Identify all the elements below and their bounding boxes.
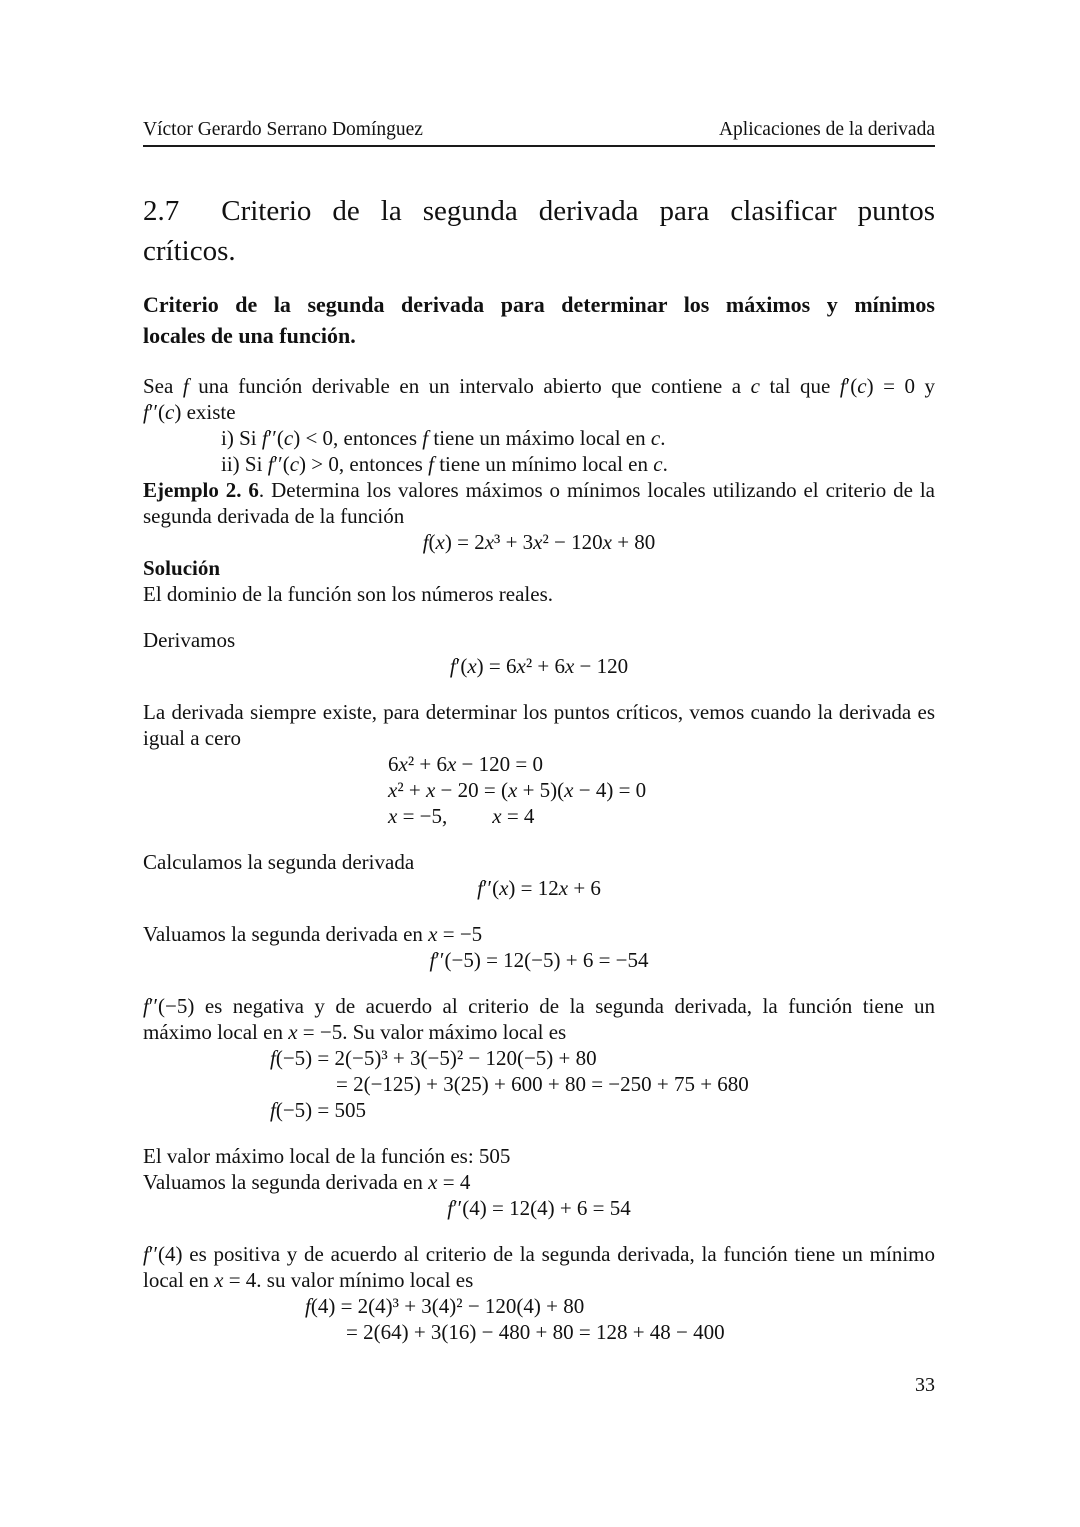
body-line: Valuamos la segunda derivada en x = −5	[143, 922, 483, 946]
title-line-1: 2.7 Criterio de la segunda derivada para clasificar puntos	[143, 195, 935, 227]
body-line: f′′(4) es positiva y de acuerdo al criterio de la segunda derivada, la función tiene un mínimo	[143, 1242, 935, 1266]
heading-line-2: locales de una función.	[143, 323, 356, 348]
criterion-i: i) Si f′′(c) < 0, entonces f tiene un máximo local en c.	[221, 426, 666, 450]
eq-f-neg5-3: f(−5) = 505	[270, 1098, 367, 1122]
running-header	[143, 118, 935, 147]
body-line: máximo local en x = −5. Su valor máximo local es	[143, 1020, 567, 1044]
body-line: Derivamos	[143, 628, 236, 652]
eq-f-4-2: = 2(64) + 3(16) − 480 + 80 = 128 + 48 − 400	[346, 1320, 725, 1344]
body-line: local en x = 4. su valor mínimo local es	[143, 1268, 474, 1292]
header-section: Aplicaciones de la derivada	[718, 119, 935, 140]
eq-f-second: f′′(x) = 12x + 6	[477, 876, 601, 900]
body-line: Calculamos la segunda derivada	[143, 850, 415, 874]
criterion-ii: ii) Si f′′(c) > 0, entonces f tiene un mínimo local en c.	[221, 452, 668, 476]
body-line: f′′(c) existe	[143, 400, 236, 424]
body-line: El valor máximo local de la función es: 505	[143, 1144, 511, 1168]
eq-critical-2: x² + x − 20 = (x + 5)(x − 4) = 0	[388, 778, 647, 802]
eq-f-neg5-2: = 2(−125) + 3(25) + 600 + 80 = −250 + 75 + 680	[336, 1072, 749, 1096]
page-content	[143, 0, 935, 1397]
heading-line-1: Criterio de la segunda derivada para determinar los máximos y mínimos	[143, 292, 935, 317]
document-body	[143, 191, 935, 1345]
page-number: 33	[915, 1374, 935, 1396]
title-line-2: críticos.	[143, 235, 236, 267]
body-line: El dominio de la función son los números reales.	[143, 582, 554, 606]
body-line: Sea f una función derivable en un intervalo abierto que contiene a c tal que f′(c) = 0 y	[143, 374, 936, 398]
solution-label: Solución	[143, 556, 221, 580]
eq-f-second-4: f′′(4) = 12(4) + 6 = 54	[447, 1196, 631, 1220]
body-line: Valuamos la segunda derivada en x = 4	[143, 1170, 471, 1194]
eq-fx: f(x) = 2x³ + 3x² − 120x + 80	[422, 530, 656, 554]
header-author: Víctor Gerardo Serrano Domínguez	[143, 119, 423, 140]
body-line: f′′(−5) es negativa y de acuerdo al criterio de la segunda derivada, la función tiene un	[143, 994, 935, 1018]
eq-f-neg5-1: f(−5) = 2(−5)³ + 3(−5)² − 120(−5) + 80	[270, 1046, 597, 1070]
eq-f-prime: f′(x) = 6x² + 6x − 120	[449, 654, 629, 678]
example-line-1: Ejemplo 2. 6. Determina los valores máximos o mínimos locales utilizando el criterio de la	[143, 478, 936, 502]
eq-critical-1: 6x² + 6x − 120 = 0	[388, 752, 543, 776]
example-line-2: segunda derivada de la función	[143, 504, 405, 528]
eq-critical-3: x = −5, x = 4	[388, 804, 535, 828]
body-line: igual a cero	[143, 726, 241, 750]
body-line: La derivada siempre existe, para determinar los puntos críticos, vemos cuando la derivada es	[143, 700, 935, 724]
eq-f-second-neg5: f′′(−5) = 12(−5) + 6 = −54	[429, 948, 649, 972]
eq-f-4-1: f(4) = 2(4)³ + 3(4)² − 120(4) + 80	[305, 1294, 585, 1318]
